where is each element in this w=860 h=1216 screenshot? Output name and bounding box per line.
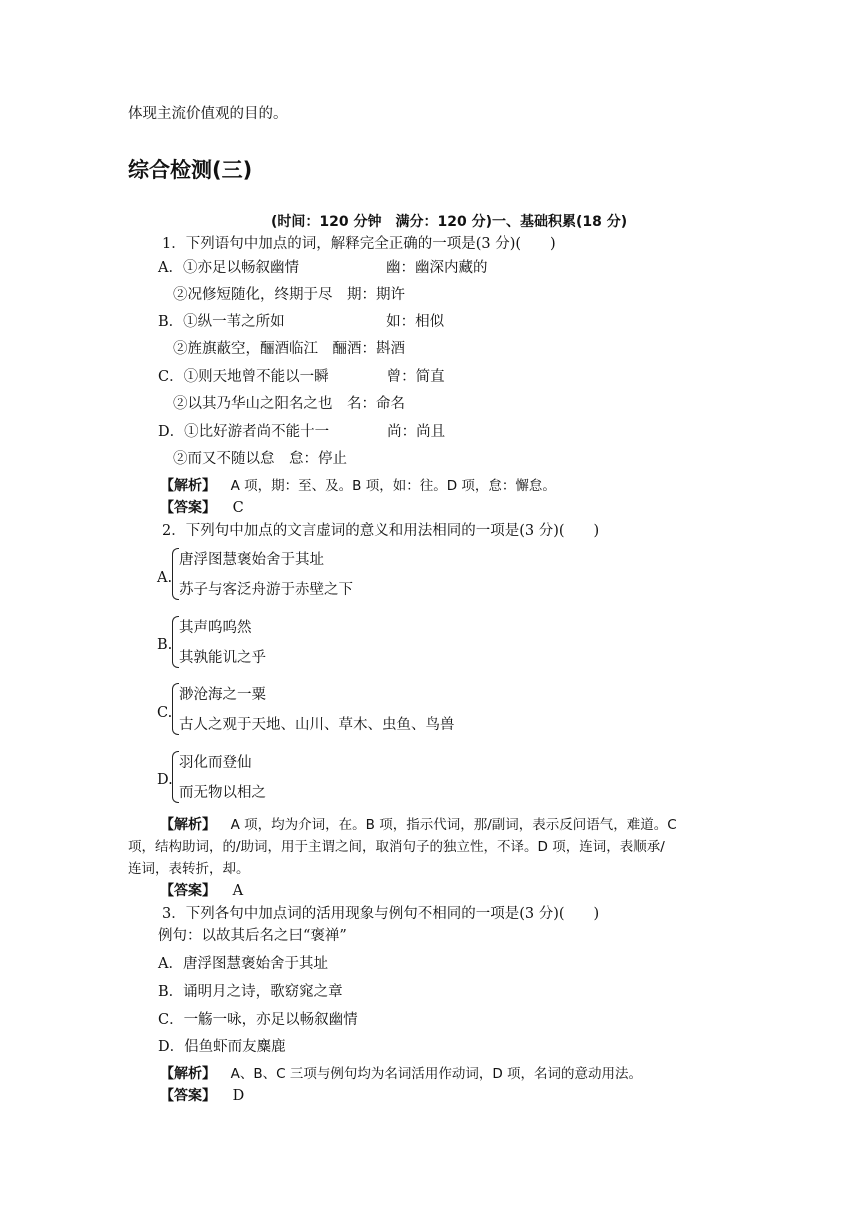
q3-answer-value: D — [232, 1088, 245, 1104]
q2-analysis-line2: 项，结构助词，的/助词，用于主谓之间，取消句子的独立性，不译。D 项，连词，表顺承/ — [128, 839, 665, 855]
q3-analysis-text: A、B、C 三项与例句均为名词活用作动词，D 项，名词的意动用法。 — [230, 1066, 643, 1082]
q2-option-c-line2: 古人之观于天地、山川、草木、虫鱼、鸟兽 — [179, 717, 455, 733]
q3-answer — [160, 1086, 244, 1106]
q2-stem: 2．下列句中加点的文言虚词的意义和用法相同的一项是(3 分)( ) — [162, 523, 600, 539]
q1-option-b2: ②旌旗蔽空，酾酒临江 酾酒：斟酒 — [173, 341, 405, 357]
q1-option-d1: D．①比好游者尚不能十一 尚：尚且 — [158, 424, 446, 440]
q1-analysis-text: A 项，期：至、及。B 项，如：往。D 项，怠：懈怠。 — [230, 478, 556, 494]
q2-option-d-label: D. — [157, 772, 173, 788]
q2-option-d-line1: 羽化而登仙 — [179, 755, 252, 771]
q2-option-c-line1: 渺沧海之一粟 — [179, 687, 266, 703]
q1-option-c1: C．①则天地曾不能以一瞬 曾：简直 — [158, 369, 445, 385]
q3-option-d: D．侣鱼虾而友麋鹿 — [158, 1039, 286, 1055]
q1-answer-label: 【答案】 — [160, 500, 216, 516]
q3-analysis — [160, 1064, 642, 1084]
q2-option-a-brace — [172, 548, 179, 600]
q3-example: 例句：以故其后名之曰“褒禅” — [158, 928, 347, 944]
q2-analysis-line3: 连词，表转折，却。 — [128, 861, 250, 877]
q3-answer-label: 【答案】 — [160, 1088, 216, 1104]
q2-option-b-line2: 其孰能讥之乎 — [179, 650, 266, 666]
q3-analysis-label: 【解析】 — [160, 1066, 216, 1082]
q2-answer-label: 【答案】 — [160, 883, 216, 899]
q3-option-b: B．诵明月之诗，歌窈窕之章 — [158, 984, 343, 1000]
q2-option-d-brace — [172, 751, 179, 803]
q1-option-d2: ②而又不随以怠 怠：停止 — [173, 451, 347, 467]
q2-option-a-line1: 唐浮图慧褒始舍于其址 — [179, 552, 324, 568]
q1-answer — [160, 498, 244, 518]
q2-analysis-label: 【解析】 — [160, 817, 216, 833]
q2-option-c-brace — [172, 683, 179, 735]
q3-stem: 3．下列各句中加点词的活用现象与例句不相同的一项是(3 分)( ) — [162, 906, 600, 922]
q1-analysis — [160, 476, 556, 496]
q1-option-a1: A．①亦足以畅叙幽情 幽：幽深内藏的 — [158, 260, 488, 276]
page-title: 综合检测(三) — [128, 158, 253, 182]
q3-option-c: C．一觞一咏，亦足以畅叙幽情 — [158, 1012, 358, 1028]
q2-option-b-label: B. — [157, 637, 173, 653]
q1-option-a2: ②况修短随化，终期于尽 期：期许 — [173, 287, 405, 303]
q1-answer-value: C — [232, 500, 244, 516]
top-line: 体现主流价值观的目的。 — [128, 106, 288, 122]
q2-option-b-line1: 其声呜呜然 — [179, 620, 252, 636]
q3-option-a: A．唐浮图慧褒始舍于其址 — [158, 956, 328, 972]
q2-answer-value: A — [232, 883, 244, 899]
q2-option-d-line2: 而无物以相之 — [179, 785, 266, 801]
q2-analysis-text1: A 项，均为介词，在。B 项，指示代词，那/副词，表示反问语气，难道。C — [230, 817, 677, 833]
q2-answer — [160, 881, 243, 901]
q2-option-c-label: C. — [157, 705, 173, 721]
q2-option-b-brace — [172, 616, 179, 668]
q2-option-a-label: A. — [157, 570, 173, 586]
q2-analysis-line1 — [160, 815, 677, 835]
q1-option-b1: B．①纵一苇之所如 如：相似 — [158, 314, 445, 330]
q1-analysis-label: 【解析】 — [160, 478, 216, 494]
q1-option-c2: ②以其乃华山之阳名之也 名：命名 — [173, 396, 405, 412]
q2-option-a-line2: 苏子与客泛舟游于赤壁之下 — [179, 582, 353, 598]
q1-stem: 1．下列语句中加点的词，解释完全正确的一项是(3 分)( ) — [162, 236, 556, 252]
subtitle: (时间：120 分钟 满分：120 分)一、基础积累(18 分) — [271, 214, 628, 230]
